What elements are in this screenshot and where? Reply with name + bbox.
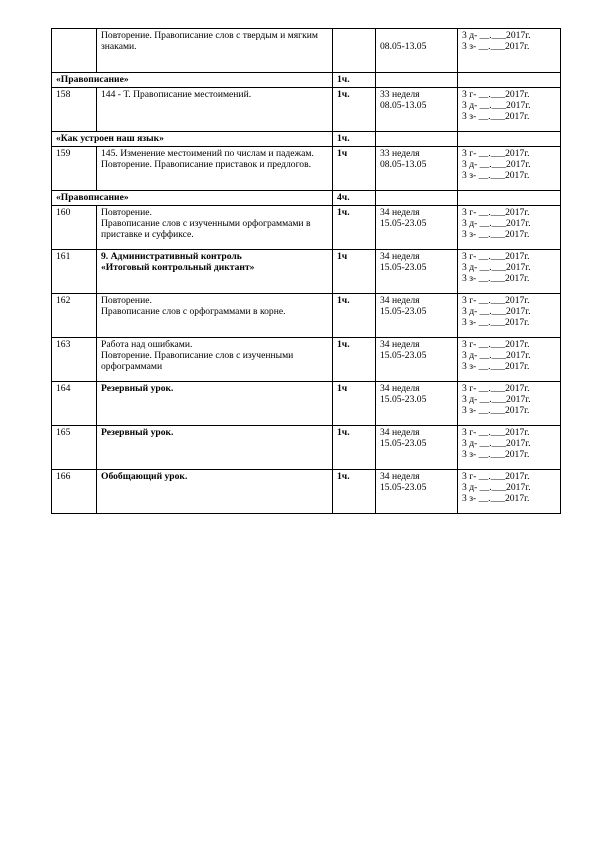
lesson-topic — [97, 29, 333, 73]
lesson-number: 158 — [52, 88, 97, 132]
lesson-plan-table — [51, 28, 561, 514]
lesson-hours: 1ч — [333, 147, 376, 191]
topic-line: Резервный урок. — [101, 383, 174, 394]
topic-line: Работа над ошибками. — [101, 339, 193, 350]
week-label: 34 неделя — [380, 251, 420, 262]
week-label: 34 неделя — [380, 383, 420, 394]
lesson-row — [52, 426, 561, 470]
section-hours: 1ч. — [333, 132, 376, 147]
class-date-line: 3 з- __.___2017г. — [462, 273, 530, 285]
lesson-topic — [97, 250, 333, 294]
lesson-row — [52, 382, 561, 426]
lesson-topic — [97, 470, 333, 514]
class-date-line: 3 г- __.___2017г. — [462, 427, 530, 438]
topic-line: Обобщающий урок. — [101, 471, 188, 482]
class-date-line: 3 з- __.___2017г. — [462, 229, 530, 241]
week-label: 34 неделя — [380, 207, 420, 218]
section-title: «Правописание» — [52, 73, 333, 88]
class-date-line: 3 г- __.___2017г. — [462, 148, 530, 159]
class-dates — [458, 470, 561, 514]
lesson-hours: 1ч. — [333, 426, 376, 470]
topic-line: 144 - Т. Правописание местоимений. — [101, 89, 252, 100]
lesson-week — [376, 147, 458, 191]
empty-cell — [458, 191, 561, 206]
class-date-line: 3 з- __.___2017г. — [462, 317, 530, 329]
class-date-line: 3 д- __.___2017г. — [462, 482, 531, 494]
topic-line: 145. Изменение местоимений по числам и падежам. Повторение. Правописание приставок и предлогов. — [101, 148, 314, 171]
week-range: 15.05-23.05 — [380, 394, 427, 406]
lesson-number: 160 — [52, 206, 97, 250]
class-dates — [458, 206, 561, 250]
week-range: 08.05-13.05 — [380, 100, 427, 112]
lesson-number: 165 — [52, 426, 97, 470]
lesson-number: 166 — [52, 470, 97, 514]
class-dates — [458, 426, 561, 470]
lesson-row — [52, 88, 561, 132]
class-date-line: 3 г- __.___2017г. — [462, 295, 530, 306]
section-header-row — [52, 191, 561, 206]
lesson-number — [52, 29, 97, 73]
lesson-week — [376, 206, 458, 250]
lesson-number: 159 — [52, 147, 97, 191]
topic-line: Правописание слов с изученными орфограммами в приставке и суффиксе. — [101, 218, 311, 241]
class-dates — [458, 88, 561, 132]
class-date-line: 3 д- __.___2017г. — [462, 350, 531, 362]
lesson-number: 161 — [52, 250, 97, 294]
section-header-row — [52, 132, 561, 147]
week-label: 33 неделя — [380, 89, 420, 100]
lesson-topic — [97, 206, 333, 250]
lesson-row — [52, 294, 561, 338]
class-date-line: 3 г- __.___2017г. — [462, 383, 530, 394]
class-dates — [458, 250, 561, 294]
lesson-topic — [97, 426, 333, 470]
lesson-topic — [97, 88, 333, 132]
class-date-line: 3 д- __.___2017г. — [462, 30, 531, 41]
section-header-row — [52, 73, 561, 88]
week-range: 15.05-23.05 — [380, 482, 427, 494]
class-date-line: 3 д- __.___2017г. — [462, 306, 531, 318]
lesson-week — [376, 470, 458, 514]
lesson-week — [376, 382, 458, 426]
lesson-hours: 1ч. — [333, 206, 376, 250]
class-date-line: 3 г- __.___2017г. — [462, 339, 530, 350]
lesson-hours: 1ч. — [333, 470, 376, 514]
lesson-topic — [97, 294, 333, 338]
topic-line: «Итоговый контрольный диктант» — [101, 262, 255, 274]
week-label: 33 неделя — [380, 148, 420, 159]
week-label: 34 неделя — [380, 427, 420, 438]
lesson-hours: 1ч. — [333, 338, 376, 382]
class-dates — [458, 294, 561, 338]
class-date-line: 3 д- __.___2017г. — [462, 394, 531, 406]
class-dates — [458, 382, 561, 426]
lesson-hours: 1ч. — [333, 294, 376, 338]
week-label — [380, 30, 454, 41]
empty-cell — [458, 132, 561, 147]
section-title: «Правописание» — [52, 191, 333, 206]
topic-line: Резервный урок. — [101, 427, 174, 438]
topic-line: Повторение. — [101, 295, 152, 306]
class-date-line: 3 з- __.___2017г. — [462, 111, 530, 123]
lesson-week — [376, 250, 458, 294]
class-date-line: 3 г- __.___2017г. — [462, 89, 530, 100]
lesson-week — [376, 426, 458, 470]
week-label: 34 неделя — [380, 471, 420, 482]
class-date-line: 3 з- __.___2017г. — [462, 361, 530, 373]
week-range: 15.05-23.05 — [380, 262, 427, 274]
class-dates — [458, 338, 561, 382]
week-range: 15.05-23.05 — [380, 438, 427, 450]
lesson-row — [52, 147, 561, 191]
topic-line: Повторение. Правописание слов с изученными орфограммами — [101, 350, 294, 373]
topic-line: Повторение. Правописание слов с твердым и мягким знаками. — [101, 30, 318, 53]
class-date-line: 3 з- __.___2017г. — [462, 405, 530, 417]
empty-cell — [376, 132, 458, 147]
class-date-line: 3 г- __.___2017г. — [462, 251, 530, 262]
section-hours: 1ч. — [333, 73, 376, 88]
lesson-row — [52, 470, 561, 514]
week-range: 15.05-23.05 — [380, 350, 427, 362]
week-label: 34 неделя — [380, 295, 420, 306]
empty-cell — [376, 191, 458, 206]
lesson-week — [376, 29, 458, 73]
lesson-hours: 1ч. — [333, 88, 376, 132]
week-range: 15.05-23.05 — [380, 218, 427, 230]
empty-cell — [458, 73, 561, 88]
topic-line: Правописание слов с орфограммами в корне. — [101, 306, 286, 318]
lesson-hours — [333, 29, 376, 73]
lesson-topic — [97, 338, 333, 382]
lesson-plan-body — [52, 29, 561, 514]
class-date-line: 3 д- __.___2017г. — [462, 100, 531, 112]
lesson-row — [52, 206, 561, 250]
week-label: 34 неделя — [380, 339, 420, 350]
class-dates — [458, 147, 561, 191]
class-date-line: 3 г- __.___2017г. — [462, 471, 530, 482]
class-date-line: 3 з- __.___2017г. — [462, 449, 530, 461]
lesson-hours: 1ч — [333, 382, 376, 426]
lesson-row — [52, 29, 561, 73]
class-date-line: 3 д- __.___2017г. — [462, 159, 531, 171]
class-date-line: 3 д- __.___2017г. — [462, 218, 531, 230]
lesson-row — [52, 338, 561, 382]
class-date-line: 3 з- __.___2017г. — [462, 493, 530, 505]
lesson-week — [376, 294, 458, 338]
lesson-number: 164 — [52, 382, 97, 426]
lesson-week — [376, 88, 458, 132]
week-range: 15.05-23.05 — [380, 306, 427, 318]
lesson-topic — [97, 147, 333, 191]
empty-cell — [376, 73, 458, 88]
lesson-week — [376, 338, 458, 382]
lesson-number: 162 — [52, 294, 97, 338]
lesson-row — [52, 250, 561, 294]
week-range: 08.05-13.05 — [380, 41, 427, 53]
class-date-line: 3 з- __.___2017г. — [462, 41, 530, 53]
class-date-line: 3 г- __.___2017г. — [462, 207, 530, 218]
lesson-number: 163 — [52, 338, 97, 382]
section-hours: 4ч. — [333, 191, 376, 206]
lesson-topic — [97, 382, 333, 426]
section-title: «Как устроен наш язык» — [52, 132, 333, 147]
class-date-line: 3 д- __.___2017г. — [462, 438, 531, 450]
class-dates — [458, 29, 561, 73]
week-range: 08.05-13.05 — [380, 159, 427, 171]
topic-line: 9. Административный контроль — [101, 251, 242, 262]
lesson-hours: 1ч — [333, 250, 376, 294]
class-date-line: 3 д- __.___2017г. — [462, 262, 531, 274]
class-date-line: 3 з- __.___2017г. — [462, 170, 530, 182]
topic-line: Повторение. — [101, 207, 152, 218]
